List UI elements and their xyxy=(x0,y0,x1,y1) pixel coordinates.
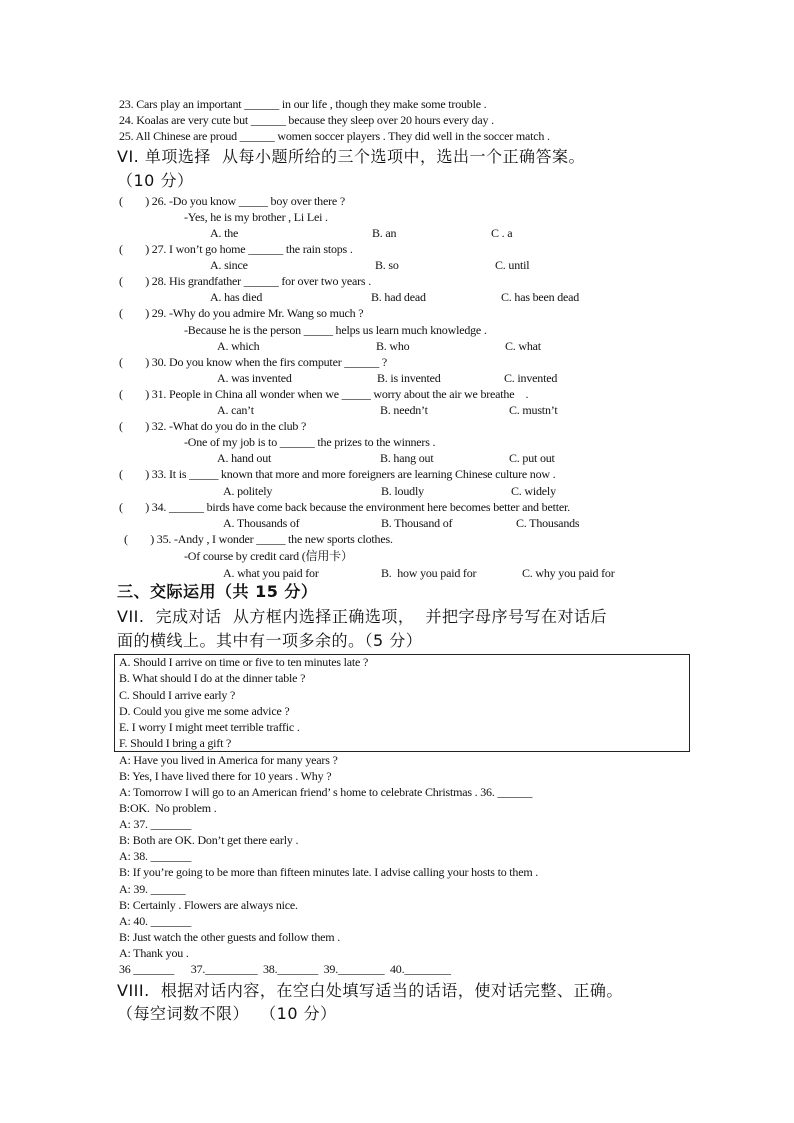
question-23: 23. Cars play an important ______ in our life , though they make some trouble . xyxy=(119,97,487,111)
question-29-option-a: A. which xyxy=(217,339,260,353)
dialogue-line: A: 38. _______ xyxy=(119,849,192,863)
question-26-option-b: B. an xyxy=(372,226,397,240)
dialogue-line: B: If you’re going to be more than fifteen minutes late. I advise calling your hosts to them . xyxy=(119,865,539,879)
question-26-option-c: C . a xyxy=(491,226,513,240)
option-f: F. Should I bring a gift ? xyxy=(119,736,232,750)
answer-blanks-line: 36 _______ 37._________ 38._______ 39.________ 40.________ xyxy=(119,962,451,976)
question-32-option-c: C. put out xyxy=(509,451,555,465)
question-30-stem: ( ) 30. Do you know when the firs computer ______ ? xyxy=(119,355,388,369)
dialogue-line: A: 39. ______ xyxy=(119,882,186,896)
question-30-option-c: C. invented xyxy=(504,371,558,385)
option-e: E. I worry I might meet terrible traffic . xyxy=(119,720,300,734)
question-24: 24. Koalas are very cute but ______ because they sleep over 20 hours every day . xyxy=(119,113,494,127)
question-30-option-b: B. is invented xyxy=(377,371,441,385)
option-d: D. Could you give me some advice ? xyxy=(119,704,290,718)
question-31-stem: ( ) 31. People in China all wonder when we _____ worry about the air we breathe . xyxy=(119,387,529,401)
question-25: 25. All Chinese are proud ______ women soccer players . They did well in the soccer match . xyxy=(119,129,550,143)
question-28-option-c: C. has been dead xyxy=(501,290,580,304)
dialogue-line: A: Thank you . xyxy=(119,946,189,960)
question-32-option-b: B. hang out xyxy=(380,451,434,465)
dialogue-line: B: Both are OK. Don’t get there early . xyxy=(119,833,299,847)
question-35-stem: ( ) 35. -Andy , I wonder _____ the new sports clothes. xyxy=(124,532,393,546)
section-vii-heading: VII. 完成对话 从方框内选择正确选项， 并把字母序号写在对话后 xyxy=(117,607,607,626)
question-27-option-b: B. so xyxy=(375,258,399,272)
section-vii-instructions: 面的横线上。其中有一项多余的。（5 分） xyxy=(117,631,423,650)
dialogue-line: B: Certainly . Flowers are always nice. xyxy=(119,898,298,912)
option-b: B. What should I do at the dinner table ? xyxy=(119,671,306,685)
question-33-stem: ( ) 33. It is _____ known that more and more foreigners are learning Chinese culture now . xyxy=(119,467,556,481)
question-29-option-c: C. what xyxy=(505,339,541,353)
section-viii-instructions: （每空词数不限） （10 分） xyxy=(117,1004,337,1023)
option-c: C. Should I arrive early ? xyxy=(119,688,236,702)
question-29-stem2: -Because he is the person _____ helps us learn much knowledge . xyxy=(184,323,487,337)
question-35-stem2: -Of course by credit card (信用卡） xyxy=(184,549,353,563)
dialogue-line: B: Yes, I have lived there for 10 years . Why ? xyxy=(119,769,332,783)
question-28-option-a: A. has died xyxy=(210,290,263,304)
question-26-stem2: -Yes, he is my brother , Li Lei . xyxy=(184,210,328,224)
dialogue-line: B: Just watch the other guests and follow them . xyxy=(119,930,341,944)
question-32-stem: ( ) 32. -What do you do in the club ? xyxy=(119,419,307,433)
question-32-option-a: A. hand out xyxy=(217,451,272,465)
question-29-option-b: B. who xyxy=(376,339,410,353)
question-29-stem: ( ) 29. -Why do you admire Mr. Wang so much ? xyxy=(119,306,364,320)
dialogue-line: A: 37. _______ xyxy=(119,817,192,831)
question-35-option-b: B. how you paid for xyxy=(381,566,477,580)
question-28-option-b: B. had dead xyxy=(371,290,426,304)
question-34-option-a: A. Thousands of xyxy=(223,516,300,530)
question-33-option-b: B. loudly xyxy=(381,484,424,498)
question-32-stem2: -One of my job is to ______ the prizes to the winners . xyxy=(184,435,436,449)
question-27-stem: ( ) 27. I won’t go home ______ the rain stops . xyxy=(119,242,353,256)
question-26-stem: ( ) 26. -Do you know _____ boy over there ? xyxy=(119,194,345,208)
option-a: A. Should I arrive on time or five to ten minutes late ? xyxy=(119,655,369,669)
question-27-option-c: C. until xyxy=(495,258,530,272)
dialogue-line: B:OK. No problem . xyxy=(119,801,217,815)
question-35-option-a: A. what you paid for xyxy=(223,566,319,580)
dialogue-line: A: Tomorrow I will go to an American friend’ s home to celebrate Christmas . 36. ______ xyxy=(119,785,533,799)
question-26-option-a: A. the xyxy=(210,226,239,240)
question-35-option-c: C. why you paid for xyxy=(522,566,615,580)
question-33-option-c: C. widely xyxy=(511,484,556,498)
question-30-option-a: A. was invented xyxy=(217,371,292,385)
question-34-option-c: C. Thousands xyxy=(516,516,580,530)
question-31-option-a: A. can’t xyxy=(217,403,254,417)
question-34-stem: ( ) 34. ______ birds have come back because the environment here becomes better and better. xyxy=(119,500,570,514)
dialogue-line: A: 40. _______ xyxy=(119,914,192,928)
part-three-heading: 三、交际运用（共 15 分） xyxy=(117,582,318,601)
dialogue-line: A: Have you lived in America for many years ? xyxy=(119,753,338,767)
question-31-option-b: B. needn’t xyxy=(380,403,428,417)
question-34-option-b: B. Thousand of xyxy=(381,516,453,530)
section-viii-heading: VIII. 根据对话内容，在空白处填写适当的话语，使对话完整、正确。 xyxy=(117,981,623,1000)
question-33-option-a: A. politely xyxy=(223,484,273,498)
section-vi-score: （10 分） xyxy=(117,171,194,190)
question-31-option-c: C. mustn’t xyxy=(509,403,558,417)
question-28-stem: ( ) 28. His grandfather ______ for over two years . xyxy=(119,274,371,288)
question-27-option-a: A. since xyxy=(210,258,248,272)
section-vi-heading: VI. 单项选择 从每小题所给的三个选项中，选出一个正确答案。 xyxy=(117,147,586,166)
